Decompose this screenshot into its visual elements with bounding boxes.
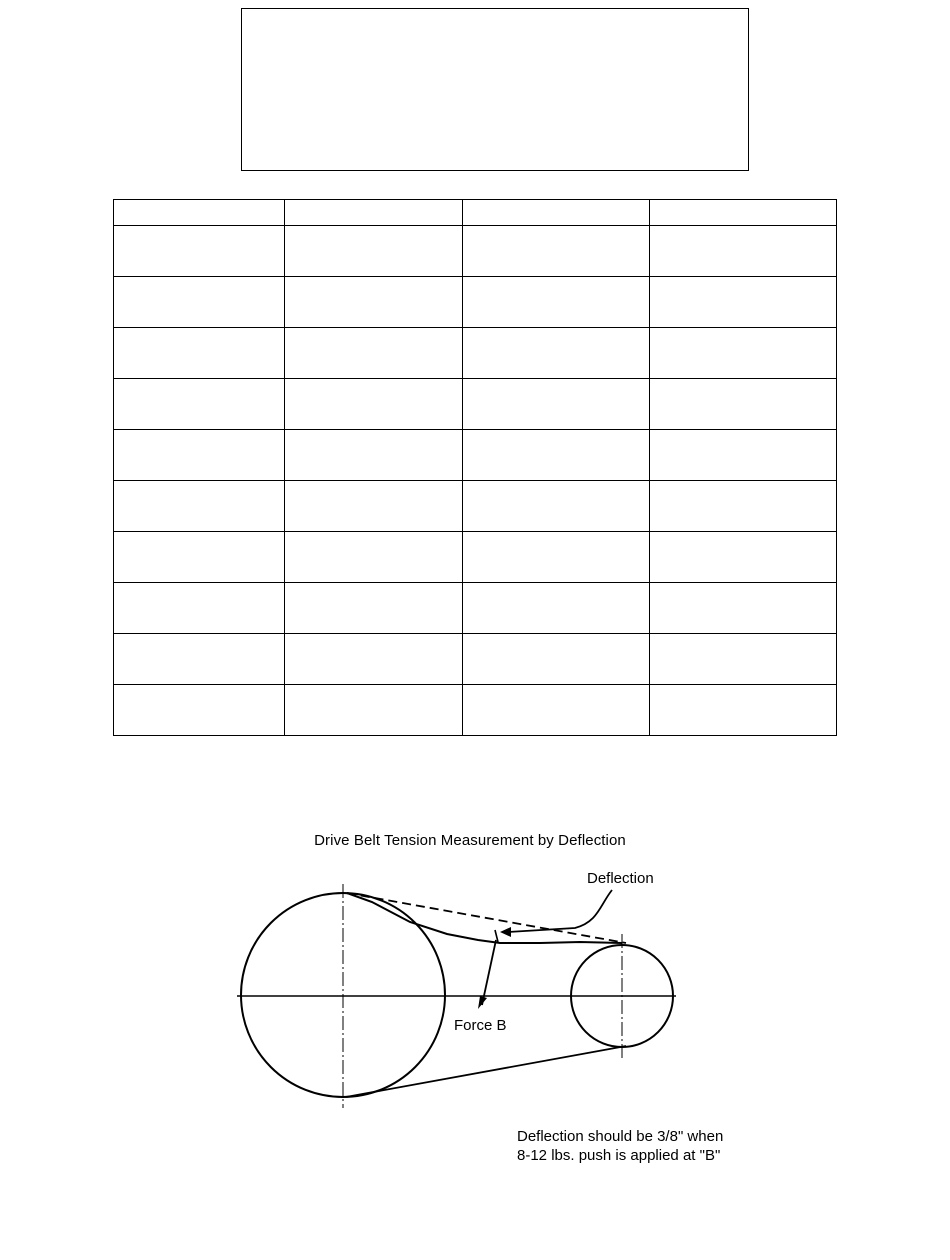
table-cell (650, 277, 837, 328)
table-header-cell (463, 200, 650, 226)
table-cell (285, 277, 463, 328)
table-cell (463, 277, 650, 328)
table-header-cell (285, 200, 463, 226)
table-cell (650, 685, 837, 736)
table-cell (463, 379, 650, 430)
figure-title: Drive Belt Tension Measurement by Deflection (314, 832, 626, 849)
deflection-leader-arrowhead (500, 927, 511, 937)
table-cell (114, 583, 285, 634)
header-box (241, 8, 749, 171)
table-cell (114, 226, 285, 277)
table-header-cell (114, 200, 285, 226)
table-cell (650, 634, 837, 685)
table-row (114, 685, 837, 736)
table-cell (285, 532, 463, 583)
table-header-row (114, 200, 837, 226)
table-cell (114, 634, 285, 685)
table-cell (650, 379, 837, 430)
belt-upper-deflected (347, 893, 622, 943)
table-cell (114, 532, 285, 583)
force-b-arrowhead (478, 996, 487, 1009)
table-row (114, 226, 837, 277)
table-cell (285, 583, 463, 634)
table-cell (463, 430, 650, 481)
note-line-2: 8-12 lbs. push is applied at "B" (517, 1147, 721, 1164)
table-cell (285, 685, 463, 736)
table-cell (114, 685, 285, 736)
table-cell (285, 226, 463, 277)
table-cell (650, 583, 837, 634)
table-cell (650, 481, 837, 532)
deflection-label: Deflection (587, 870, 654, 887)
table-cell (285, 634, 463, 685)
table-row (114, 634, 837, 685)
table-cell (463, 685, 650, 736)
table-row (114, 430, 837, 481)
table-cell (285, 328, 463, 379)
table-cell (650, 430, 837, 481)
table-cell (285, 379, 463, 430)
deflection-note (517, 1127, 723, 1165)
table-row (114, 379, 837, 430)
belt-undeflected-dashed (347, 893, 626, 943)
table-row (114, 481, 837, 532)
table-cell (463, 634, 650, 685)
table-row (114, 328, 837, 379)
table-cell (285, 481, 463, 532)
deflection-leader (508, 890, 612, 932)
table-cell (463, 226, 650, 277)
table-cell (463, 481, 650, 532)
table-cell (650, 226, 837, 277)
table-row (114, 583, 837, 634)
table-row (114, 532, 837, 583)
table-cell (463, 583, 650, 634)
table-cell (114, 481, 285, 532)
table-row (114, 277, 837, 328)
belt-lower-run (346, 1046, 626, 1097)
table-cell (114, 379, 285, 430)
note-line-1: Deflection should be 3/8" when (517, 1128, 724, 1145)
data-table (113, 199, 837, 736)
table-cell (114, 430, 285, 481)
belt-diagram (0, 850, 950, 1150)
table-header-cell (650, 200, 837, 226)
table-cell (114, 277, 285, 328)
table-cell (650, 328, 837, 379)
table-cell (114, 328, 285, 379)
force-b-label: Force B (454, 1017, 507, 1034)
table-cell (463, 328, 650, 379)
table-cell (463, 532, 650, 583)
table-cell (285, 430, 463, 481)
table-cell (650, 532, 837, 583)
